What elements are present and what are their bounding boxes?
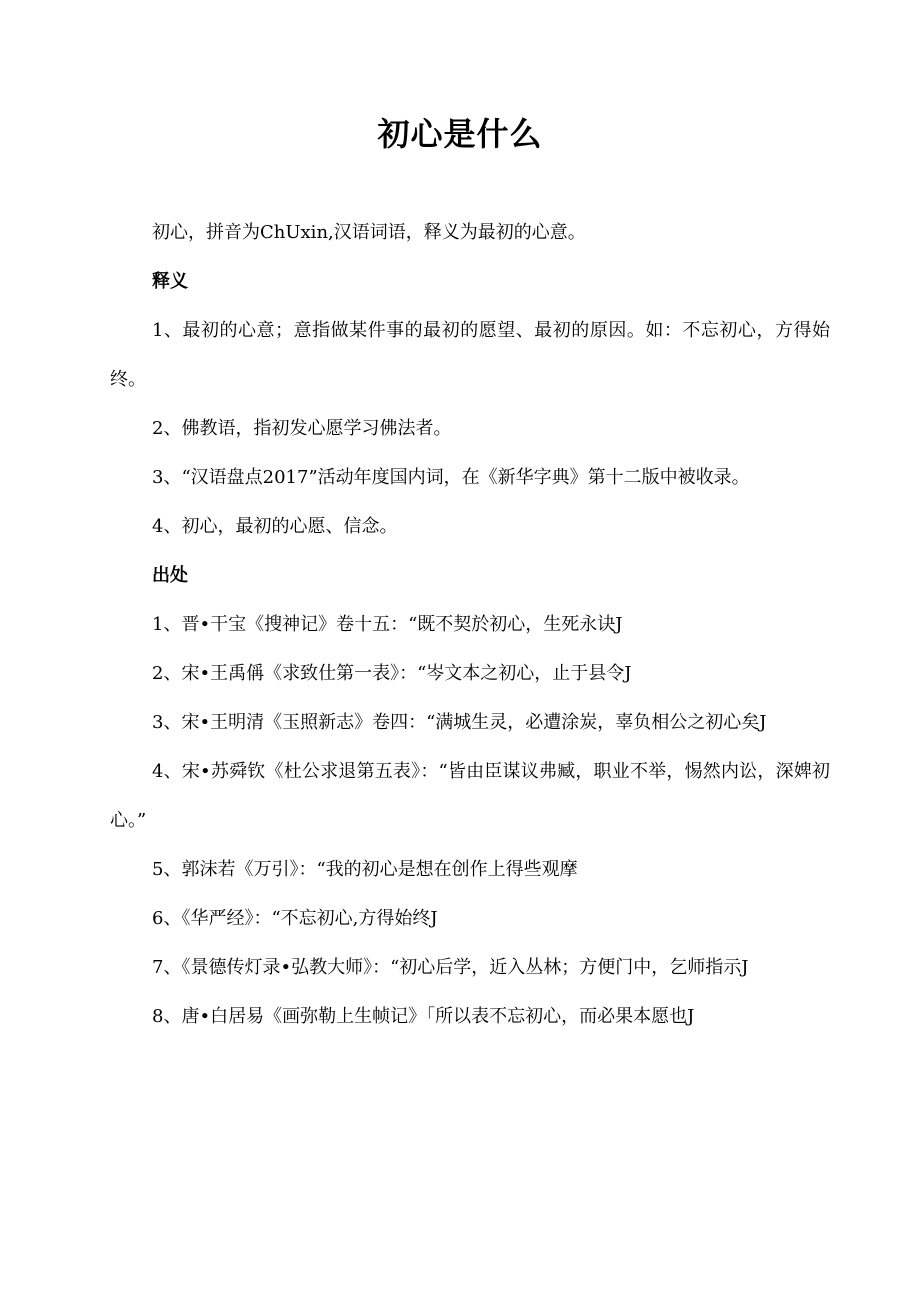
source-item: 8、唐•白居易《画弥勒上生帧记》「所以表不忘初心，而必果本愿也J [152,1006,695,1027]
source-item: 2、宋•王禹偁《求致仕第一表》：“岑文本之初心，止于县令J [152,663,632,684]
document-body [110,208,830,1041]
source-item: 7、《景德传灯录•弘教大师》：“初心后学，近入丛林；方便门中，乞师指示J [152,957,749,978]
definitions-heading: 释义 [152,271,188,292]
source-item: 6、《华严经》：“不忘初心,方得始终J [152,908,438,929]
document-title: 初心是什么 [377,115,543,153]
definition-item: 4、初心，最初的心愿、信念。 [152,516,398,537]
source-item: 3、宋•王明清《玉照新志》卷四：“满城生灵，必遭涂炭，辜负相公之初心矣J [152,712,767,733]
definition-item: 1、最初的心意；意指做某件事的最初的愿望、最初的原因。如：不忘初心，方得始终。 [110,320,830,390]
source-item: 5、郭沫若《万引》：“我的初心是想在创作上得些观摩 [152,859,578,880]
definition-item: 2、佛教语，指初发心愿学习佛法者。 [152,418,452,439]
definition-item: 3、“汉语盘点2017”活动年度国内词，在《新华字典》第十二版中被收录。 [152,467,750,488]
intro-paragraph: 初心，拼音为ChUxin,汉语词语，释义为最初的心意。 [152,222,586,243]
sources-heading: 出处 [152,565,188,586]
source-item: 4、宋•苏舜钦《杜公求退第五表》：“皆由臣谋议弗臧，职业不举，惕然内讼，深婢初心。” [110,761,830,831]
source-item: 1、晋•干宝《搜神记》卷十五：“既不契於初心，生死永诀J [152,614,623,635]
